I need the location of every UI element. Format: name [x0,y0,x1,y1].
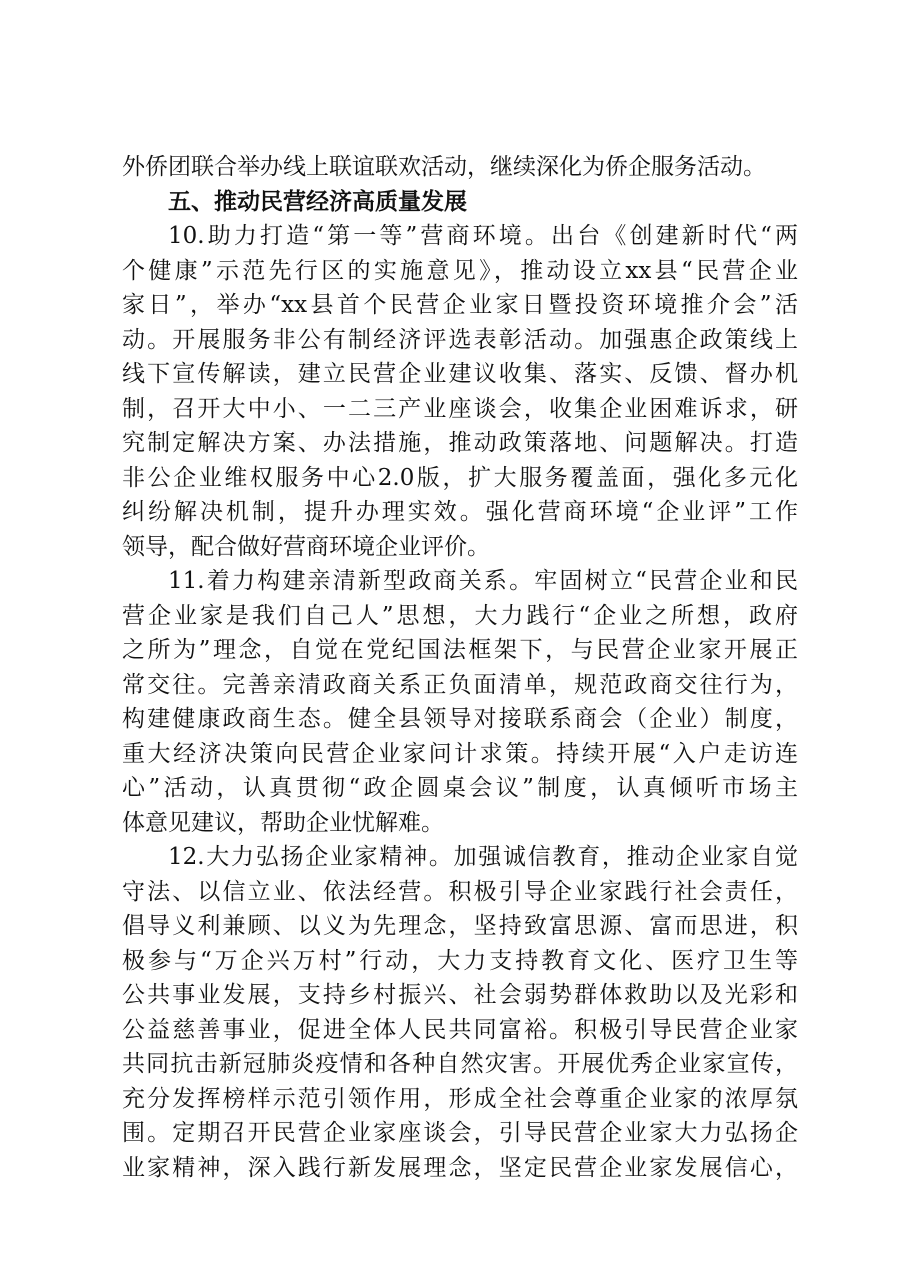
text-line: 倡导义利兼顾、以义为先理念，坚持致富思源、富而思进，积 [122,913,798,939]
text-line: 守法、以信立业、依法经营。积极引导企业家践行社会责任， [122,878,798,905]
text-line: 围。定期召开民营企业家座谈会，引导民营企业家大力弘扬企 [122,1120,798,1146]
text-line: 纠纷解决机制，提升办理实效。强化营商环境“企业评”工作 [122,499,798,525]
text-line: 制，召开大中小、一二三产业座谈会，收集企业困难诉求，研 [122,395,798,422]
text-line: 12.大力弘扬企业家精神。加强诚信教育，推动企业家自觉 [168,844,798,870]
text-line: 极参与“万企兴万村”行动，大力支持教育文化、医疗卫生等 [122,947,798,974]
text-line: 充分发挥榜样示范引领作用，形成全社会尊重企业家的浓厚氛 [122,1085,798,1112]
text-line: 心”活动，认真贯彻“政企圆桌会议”制度，认真倾听市场主 [122,775,798,801]
text-line: 线下宣传解读，建立民营企业建议收集、落实、反馈、督办机 [122,361,798,387]
text-line: 非公企业维权服务中心2.0版，扩大服务覆盖面，强化多元化 [122,464,798,491]
text-line: 构建健康政商生态。健全县领导对接联系商会（企业）制度， [122,706,798,732]
text-line: 公益慈善事业，促进全体人民共同富裕。积极引导民营企业家 [122,1016,798,1043]
text-line: 10.助力打造“第一等”营商环境。出台《创建新时代“两 [168,223,798,249]
text-line: 体意见建议，帮助企业忧解难。 [122,809,444,836]
text-line: 常交往。完善亲清政商关系正负面清单，规范政商交往行为， [122,671,798,698]
text-line: 动。开展服务非公有制经济评选表彰活动。加强惠企政策线上 [122,326,798,353]
document-body [122,150,798,1185]
text-line: 共同抗击新冠肺炎疫情和各种自然灾害。开展优秀企业家宣传， [122,1051,798,1077]
text-line: 11.着力构建亲清新型政商关系。牢固树立“民营企业和民 [168,568,798,594]
text-line: 外侨团联合举办线上联谊联欢活动，继续深化为侨企服务活动。 [122,154,766,180]
text-line: 领导，配合做好营商环境企业评价。 [122,533,490,560]
text-line: 公共事业发展，支持乡村振兴、社会弱势群体救助以及光彩和 [122,982,798,1008]
text-line: 业家精神，深入践行新发展理念，坚定民营企业家发展信心， [122,1154,798,1181]
text-line: 家日”，举办“xx县首个民营企业家日暨投资环境推介会”活 [122,292,798,318]
text-line: 之所为”理念，自觉在党纪国法框架下，与民营企业家开展正 [122,637,798,663]
section-heading: 五、推动民营经济高质量发展 [168,188,467,215]
text-line: 究制定解决方案、办法措施，推动政策落地、问题解决。打造 [122,430,798,456]
text-line: 营企业家是我们自己人”思想，大力践行“企业之所想，政府 [122,602,798,629]
text-line: 重大经济决策向民营企业家问计求策。持续开展“入户走访连 [122,740,798,767]
text-line: 个健康”示范先行区的实施意见》，推动设立xx县“民营企业 [122,257,798,284]
